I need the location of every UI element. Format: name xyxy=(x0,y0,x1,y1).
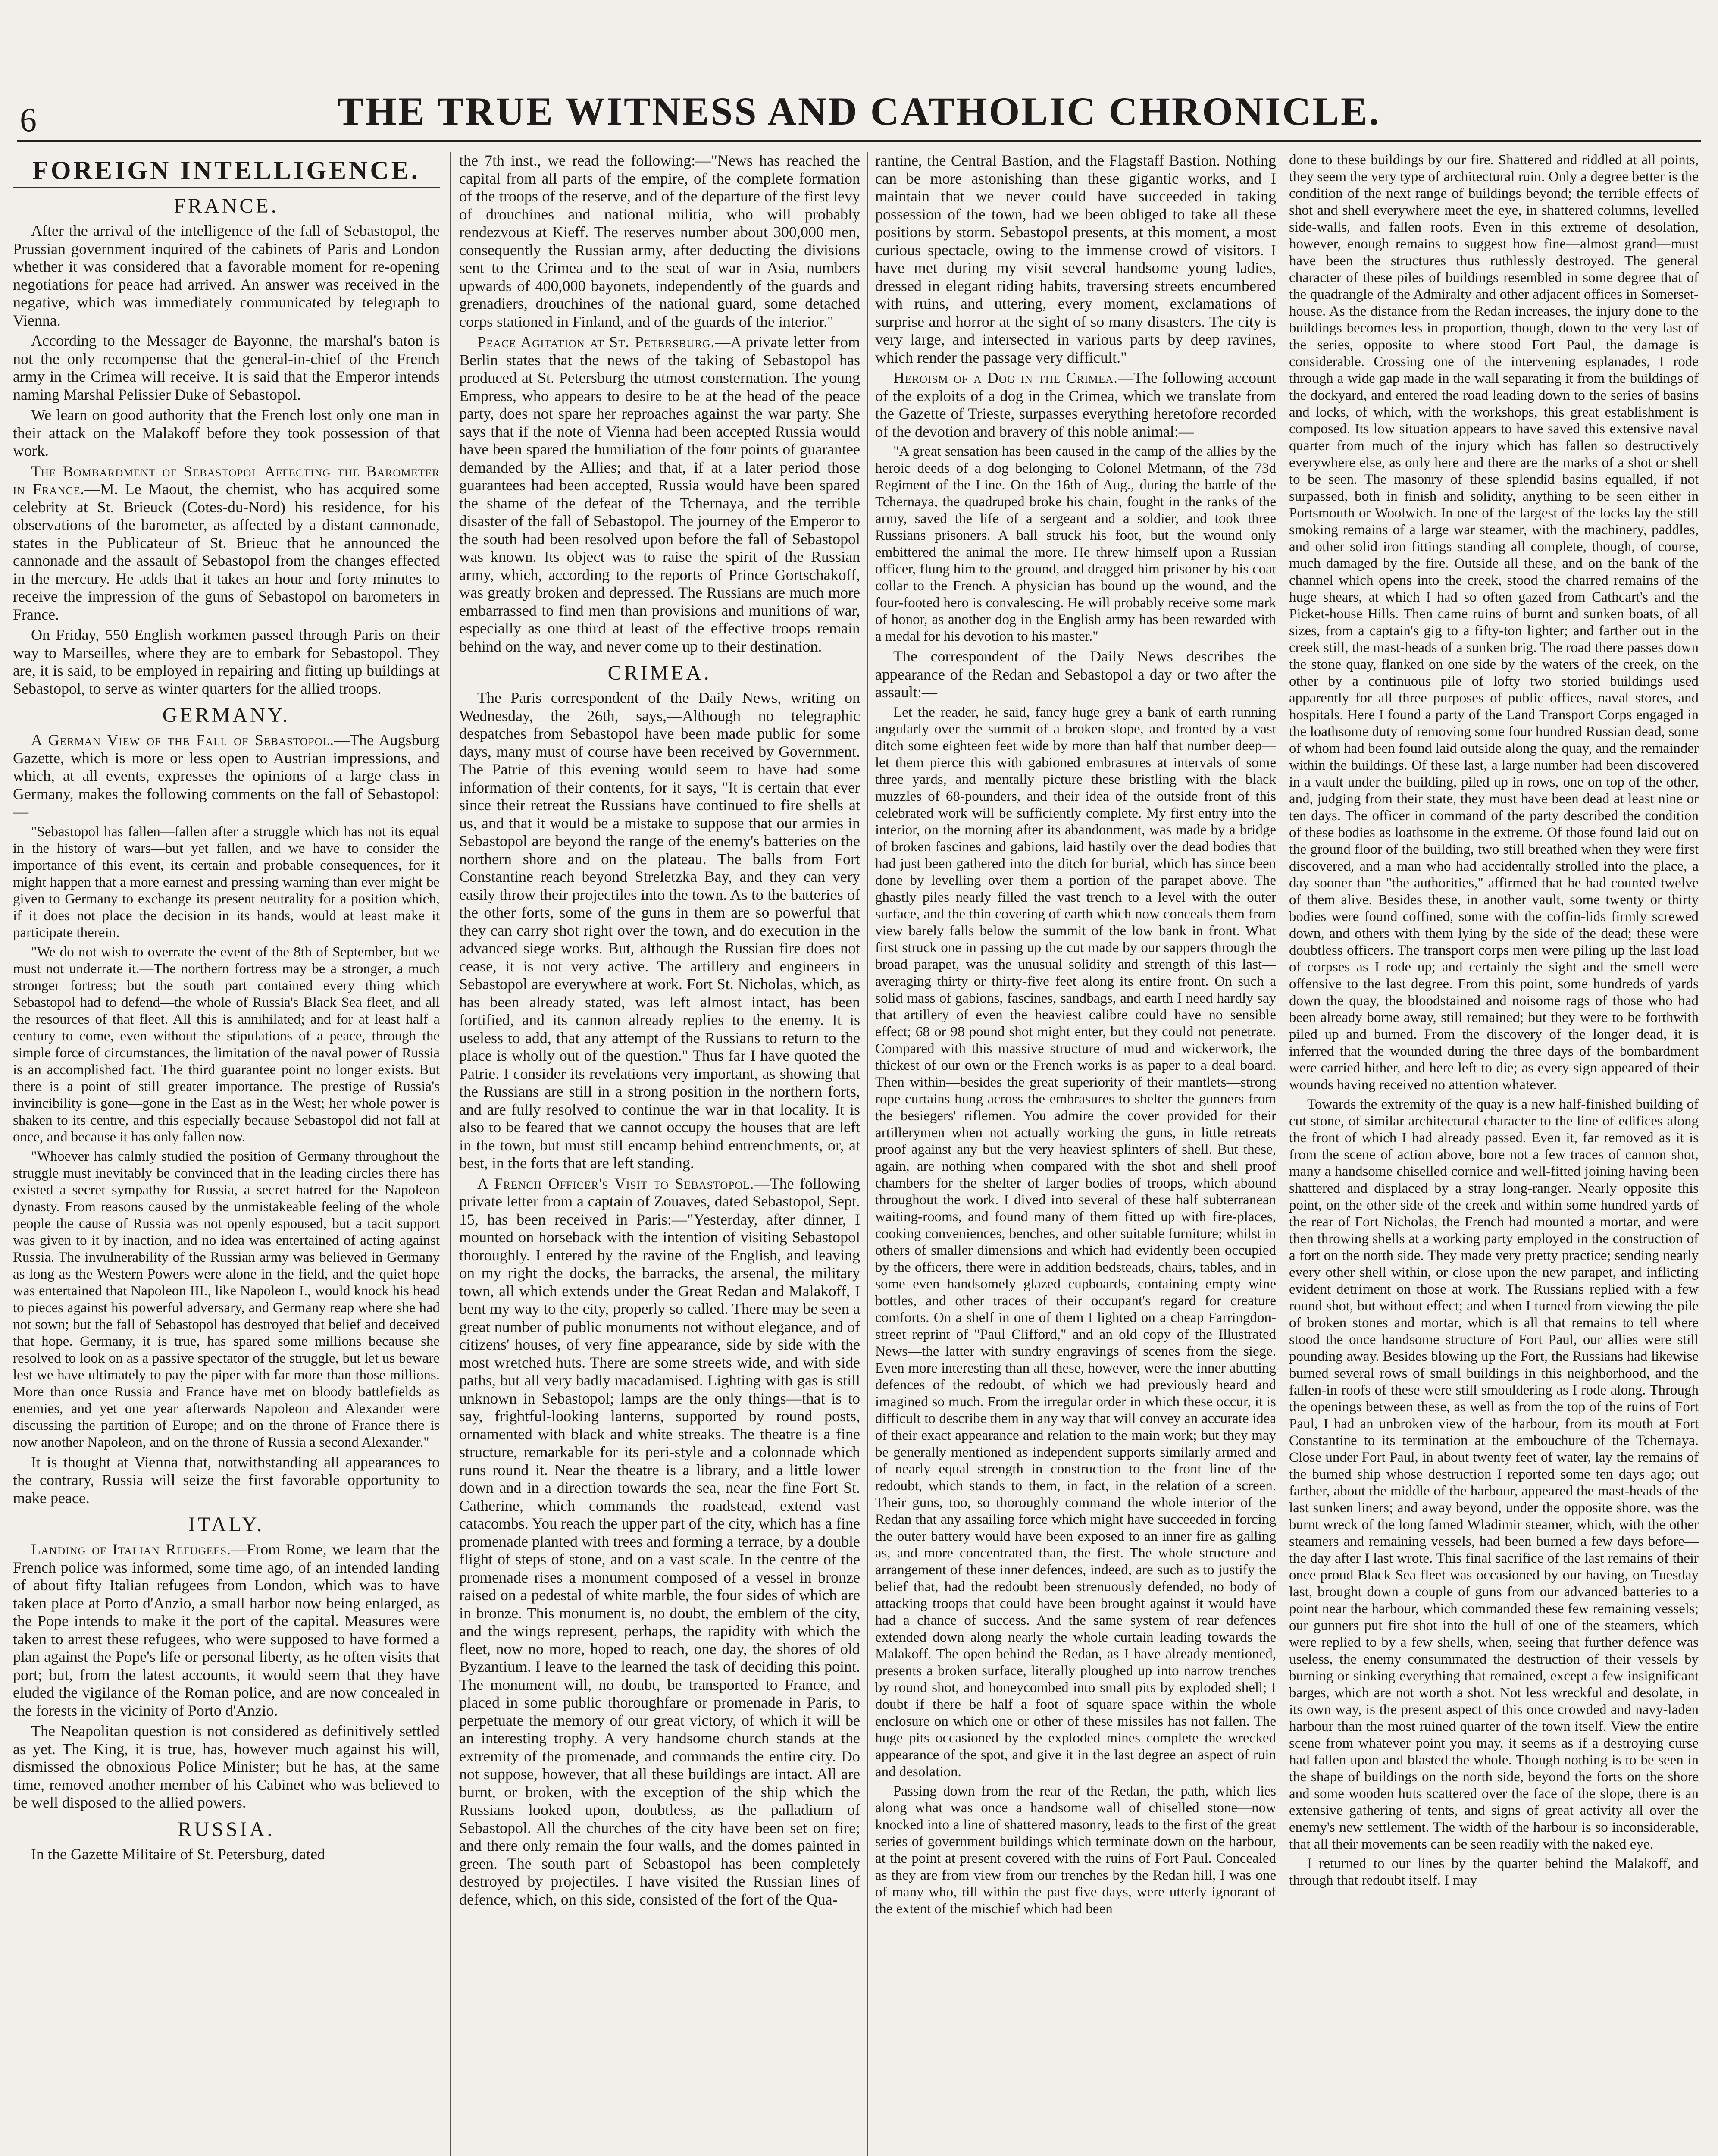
column-2 xyxy=(459,152,860,2156)
run-in-heading: Peace Agitation at St. Petersburg. xyxy=(477,333,715,351)
paragraph-body: —From Rome, we learn that the French police was informed, some time ago, of an intended landing of about fifty Italian refugees from London, which was to have taken place at Porto d'Anzio, a small harbor now being enlarged, as the Pope intends to make it the port of the capital. Measures were taken to arrest these refugees, who were supposed to have formed a plan against the Pope's life or personal liberty, as he often visits that port; but, from the latest accounts, it would seem that they have eluded the vigilance of the Roman police, and are now concealed in the forests in the vicinity of Porto d'Anzio. xyxy=(13,1541,440,1719)
quoted-paragraph: I returned to our lines by the quarter behind the Malakoff, and through that redoubt itself. I may xyxy=(1289,1856,1699,1888)
run-in-heading: Landing of Italian Refugees. xyxy=(31,1541,232,1558)
quoted-paragraph: "Sebastopol has fallen—fallen after a struggle which has not its equal in the history of wars—but yet fallen, and we have to consider the importance of this event, its certain and probable consequences, for it might happen that a more earnest and pressing warning than ever might be given to Germany to exchange its present neutrality for a position which, if it does not place the decision in its hands, would at least make it participate therein. xyxy=(13,824,440,940)
run-in-heading: Heroism of a Dog in the Crimea. xyxy=(893,369,1118,386)
article-paragraph: On Friday, 550 English workmen passed through Paris on their way to Marseilles, where they are to embark for Sebastopol. They are, it is said, to be employed in repairing and fitting up buildings at Sebastopol, to serve as winter quarters for the allied troops. xyxy=(13,626,440,697)
column-4 xyxy=(1289,152,1699,2156)
heading-italy: ITALY. xyxy=(188,1513,265,1536)
article-paragraph: In the Gazette Militaire of St. Petersburg, dated xyxy=(31,1845,325,1863)
run-in-heading: The Bombardment of Sebastopol Affecting the Barometer in France. xyxy=(13,462,440,498)
article-paragraph xyxy=(13,1541,440,1720)
column-divider xyxy=(450,152,451,2156)
article-paragraph xyxy=(459,333,860,655)
article-paragraph: the 7th inst., we read the following:—"News has reached the capital from all parts of the empire, of the complete formation of the troops of the reserve, and of the departure of the first levy of drouchines and national militia, who will probably rendezvous at Kieff. The reserves number about 300,000 men, consequently the Russian army, after deducting the divisions sent to the Crimea and to the seat of war in Asia, numbers upwards of 400,000 bayonets, independently of the guards and grenadiers, drouchines of the national guard, some detached corps stationed in Finland, and of the guards of the interior." xyxy=(459,152,860,330)
run-in-heading: A French Officer's Visit to Sebastopol. xyxy=(477,1175,754,1192)
column-3 xyxy=(875,152,1276,2156)
article-paragraph xyxy=(13,463,440,624)
masthead xyxy=(17,88,1701,138)
article-paragraph: rantine, the Central Bastion, and the Flagstaff Bastion. Nothing can be more astonishing than these gigantic works, and I maintain that we never could have succeeded in taking possession of the town, had we been obliged to take all these positions by storm. Sebastopol presents, at this moment, a most curious spectacle, owing to the immense crowd of visitors. I have met during my visit several handsome young ladies, dressed in elegant riding habits, traversing streets encumbered with ruins, and uttering, every moment, exclamations of surprise and horror at the sight of so many disasters. The city is very large, and intersected in various parts by deep ravines, which render the passage very difficult." xyxy=(875,152,1276,366)
heading-crimea: CRIMEA. xyxy=(607,661,712,684)
quoted-paragraph: "A great sensation has been caused in the camp of the allies by the heroic deeds of a dog belonging to Colonel Metmann, of the 73d Regiment of the Line. On the 16th of Aug., during the battle of the Tchernaya, the quadruped broke his chain, fought in the ranks of the army, saved the life of a sergeant and a soldier, and took three Russians prisoners. A ball struck his foot, but the wound only embittered the animal the more. He threw himself upon a Russian officer, flung him to the ground, and dragged him prisoner by his coat collar to the French. A physician has bound up the wound, and the four-footed hero is convalescing. He will probably receive some mark of honor, as another dog in the English army has been rewarded with a medal for his devotion to his master." xyxy=(875,444,1276,644)
quoted-paragraph: "Whoever has calmly studied the position of Germany throughout the struggle must inevitably be convinced that in the leading circles there has existed a secret sympathy for Russia, a secret hatred for the Napoleon dynasty. From reasons caused by the unmistakeable feeling of the whole people the cause of Russia was not openly espoused, but a tacit support was given to it by inaction, and no idea was entertained of acting against Russia. The invulnerability of the Russian army was believed in Germany as long as the Western Powers were alone in the field, and the quiet hope was entertained that Napoleon III., like Napoleon I., would knock his head to pieces against his powerful adversary, and Germany reap where she had not sown; but the fall of Sebastopol has destroyed that belief and deceived that hope. Germany, it is true, has spared some millions because she resolved to look on as a passive spectator of the struggle, but let us beware lest we have ultimately to pay the piper with far more than those millions. More than once Russia and France have met on bloody battlefields as enemies, and yet one year afterwards Napoleon and Alexander were discussing the partition of Europe; and on the throne of France there is now another Napoleon, and on the throne of Russia a second Alexander." xyxy=(13,1148,440,1450)
paragraph-body: —The Augsburg Gazette, which is more or less open to Austrian impressions, and which, at all events, expresses the opinions of a large class in Germany, makes the following comments on the fall of Sebastopol:— xyxy=(13,731,440,820)
paragraph-body: —M. Le Maout, the chemist, who has acquired some celebrity at St. Brieuck (Cotes-du-Nord) his residence, for his observations of the barometer, as affected by a distant cannonade, states in the Publicateur of St. Brieuc that he announced the cannonade and the assault of Sebastopol from the changes effected in the mercury. He adds that it takes an hour and forty minutes to receive the impression of the guns of Sebastopol on barometers in France. xyxy=(13,480,440,623)
article-paragraph: We learn on good authority that the French lost only one man in their attack on the Malakoff before they took possession of that work. xyxy=(13,406,440,459)
masthead-rule xyxy=(17,140,1701,142)
quoted-paragraph: Towards the extremity of the quay is a new half-finished building of cut stone, of similar architectural character to the line of edifices along the front of which I had already passed. Even it, far removed as it is from the scene of action above, bore not a few traces of cannon shot, many a handsome chiselled cornice and well-fitted joining having been shattered and displaced by a stray long-ranger. Nearly opposite this point, on the other side of the creek and within some hundred yards of the rear of Fort Nicholas, the French had mounted a mortar, and were then throwing shells at a working party employed in the construction of a fort on the north side. They made very pretty practice; sending nearly every other shell within, or close upon the new parapet, and inflicting evident detriment on those at work. The Russians replied with a few round shot, but without effect; and when I turned from viewing the pile of broken stones and mortar, which is all that remains to tell where stood the once handsome structure of Fort Paul, our allies were still pounding away. Besides blowing up the Fort, the Russians had likewise burned several rows of small buildings in this neighborhood, and the fallen-in roofs of these were still smouldering as I rode along. Through the openings between these, as well as from the top of the ruins of Fort Paul, I had an unbroken view of the harbour, from its mouth at Fort Constantine to its termination at the embouchure of the Tchernaya. Close under Fort Paul, in about twenty feet of water, lay the remains of the burned ship whose destruction I reported some ten days ago; out farther, about the middle of the harbour, appeared the mast-heads of the last sunken liners; and away beyond, under the opposite shore, was the burnt wreck of the long famed Wladimir steamer, which, with the other steamers and remaining vessels, had been burned a few days before—the day after I last wrote. This final sacrifice of the last remains of their once proud Black Sea fleet was occasioned by our having, on Tuesday last, brought down a couple of guns from our advanced batteries to a point near the harbour, which commanded these few remaining vessels; our gunners put fire shot into the hull of one of the steamers, which were replied to by a few shells, when, seeing that further defence was useless, the enemy consummated the destruction of their vessels by burning or sinking everything that remained, except a few insignificant barges, which are not worth a shot. Not less wreckful and desolate, in its own way, is the present aspect of this once crowded and navy-laden harbour than the most ruined quarter of the town itself. View the entire scene from whatever point you may, it seems as if a destroying curse had fallen upon and blasted the whole. Though nothing is to be seen in the shape of buildings on the north side, beyond the forts on the shore and some wooden huts scattered over the face of the slope, there is an extensive gathering of tents, and signs of great activity all over the enemy's new settlement. The width of the harbour is so inconsiderable, that all their movements can be seen readily with the naked eye. xyxy=(1289,1097,1699,1852)
quoted-paragraph: Let the reader, he said, fancy huge grey a bank of earth running angularly over the summit of a broken slope, and fronted by a vast ditch some eighteen feet wide by more than half that number deep—let them pierce this with gabioned embrasures at intervals of some three yards, and mentally picture these bristling with the black muzzles of 68-pounders, and their idea of the outside front of this celebrated work will be sufficiently complete. My first entry into the interior, on the morning after its abandonment, was made by a bridge of broken fascines and gabions, laid hastily over the dead bodies that had just been gathered into the ditch for burial, which has since been done by levelling over them a portion of the parapet above. The ghastly piles nearly filled the vast trench to a level with the outer surface, and the thin covering of earth which now conceals them from view barely falls below the summit of the low bank in front. What first struck one in passing up the cut made by our sappers through the broad parapet, was the unusual solidity and strength of this last—averaging thirty or thirty-five feet along its entire front. On such a solid mass of gabions, fascines, sandbags, and earth I need hardly say that artillery of even the heaviest calibre could have no sensible effect; 68 or 98 pound shot might enter, but they could not penetrate. Compared with this massive structure of mud and wickerwork, the thickest of our own or the French works is as paper to a deal board. Then within—besides the great superiority of their mantlets—strong rope curtains hung across the embrasures to shelter the gunners from the besiegers' riflemen. You admire the cover provided for their artillerymen when not actually working the guns, in little retreats proof against any but the very heaviest splinters of shell. But these, again, are nothing when compared with the shot and shell proof chambers for the shelter of larger bodies of troops, which abound throughout the work. I dived into several of these half subterranean waiting-rooms, and found many of them fitted up with fire-places, cooking conveniences, benches, and other suitable furniture; whilst in others of smaller dimensions and which had evidently been occupied by the officers, there were in addition bedsteads, chairs, tables, and in some even handsomely glazed cupboards, containing empty wine bottles, and other traces of their occupant's regard for creature comforts. On a shelf in one of them I lighted on a cheap Farringdon-street reprint of "Paul Clifford," and an old copy of the Illustrated News—the latter with sundry engravings of scenes from the siege. Even more interesting than all these, however, were the inner abutting defences of the redoubt, of which we had previously heard and imagined so much. From the irregular order in which these occur, it is difficult to describe them in any way that will convey an accurate idea of their exact appearance and relation to the main work; but they may be generally mentioned as independent supports similarly armed and of nearly equal strength in construction to the front line of the redoubt, which stands to them, in fact, in the relation of a screen. Their guns, too, so thoroughly command the whole interior of the Redan that any assailing force which might have succeeded in forcing the outer battery would have been exposed to an inner fire as galling as, and more concentrated than, the first. The whole structure and arrangement of these inner defences, indeed, are such as to justify the belief that, had the redoubt been strenuously defended, no body of attacking troops that could have been brought against it would have had a chance of success. And the same system of rear defences extended down along nearly the whole curtain leading towards the Malakoff. The open behind the Redan, as I have already mentioned, presents a broken surface, literally ploughed up into narrow trenches by round shot, and honeycombed into small pits by exploded shell; I doubt if there be half a foot of square space within the whole enclosure on which one or other of these missiles has not fallen. The huge pits occasioned by the exploded mines complete the wrecked appearance of the spot, and give it in the last degree an aspect of ruin and desolation. xyxy=(875,704,1276,1780)
article-paragraph xyxy=(459,1175,860,1909)
paragraph-body: —The following account of the exploits of a dog in the Crimea, which we translate from the Gazette of Trieste, surpasses everything heretofore recorded of the devotion and bravery of this noble animal:— xyxy=(875,369,1276,440)
column-1 xyxy=(13,152,440,2156)
article-paragraph: According to the Messager de Bayonne, the marshal's baton is not the only recompense that the general-in-chief of the French army in the Crimea will receive. It is said that the Emperor intends naming Marshal Pelissier Duke of Sebastopol. xyxy=(13,332,440,403)
article-paragraph: After the arrival of the intelligence of the fall of Sebastopol, the Prussian government inquired of the cabinets of Paris and London whether it was considered that a favorable moment for re-opening negotiations for peace had arrived. An answer was received in the negative, which was immediately communicated by telegraph to Vienna. xyxy=(13,222,440,329)
quoted-paragraph: "We do not wish to overrate the event of the 8th of September, but we must not underrate it.—The northern fortress may be a stronger, a much stronger fortress; but the south part contained every thing which Sebastopol had to defend—the whole of Russia's Black Sea fleet, and all the resources of that fleet. All this is annihilated; and for at least half a century to come, even without the stipulations of a peace, through the simple force of circumstances, the limitation of the naval power of Russia is an accomplished fact. The third guarantee point no longer exists. But there is a point of still greater importance. The prestige of Russia's invincibility is gone—gone in the East as in the West; her whole power is shaken to its centre, and this especially because Sebastopol did not fall at once, and because it has only fallen now. xyxy=(13,944,440,1145)
heading-germany: GERMANY. xyxy=(162,704,291,727)
heading-france: FRANCE. xyxy=(174,194,279,217)
run-in-heading: A German View of the Fall of Sebastopol. xyxy=(31,731,334,749)
article-paragraph: The Paris correspondent of the Daily News, writing on Wednesday, the 26th, says,—Although no telegraphic despatches from Sebastopol have been made public for some days, many must of course have been received by Government. The Patrie of this evening would seem to have had some information of their contents, for it says, "It is certain that ever since their retreat the Russians have continued to fire shells at us, and that it would be a mistake to suppose that our armies in Sebastopol are beyond the range of the enemy's batteries on the northern shore and on the plateau. The balls from Fort Constantine reach beyond Streletzka Bay, and they can very easily throw their projectiles into the town. As to the batteries of the other forts, some of the guns in them are so powerful that they can carry shot right over the town, and do execution in the advanced siege works. But, although the Russian fire does not cease, it is not very active. The artillery and engineers in Sebastopol are everywhere at work. Fort St. Nicholas, which, as has been already stated, was left almost intact, has been fortified, and its cannon already replies to the enemy. It is useless to add, that any attempt of the Russians to return to the place is wholly out of the question." Thus far I have quoted the Patrie. I consider its revelations very important, as showing that the Russians are still in a strong position in the northern forts, and are fully resolved to continue the war in that locality. It is also to be feared that we cannot occupy the houses that are left in the town, but must still encamp behind entrenchments, or, at best, in the forts that are left standing. xyxy=(459,689,860,1172)
article-paragraph xyxy=(875,369,1276,441)
article-paragraph xyxy=(13,731,440,821)
page-number: 6 xyxy=(20,101,37,138)
paragraph-body: —A private letter from Berlin states that the news of the taking of Sebastopol has produced at St. Petersburg the utmost consternation. The young Empress, who appears to desire to be at the head of the peace party, does not spare her reproaches against the war party. She says that if the note of Vienna had been accepted Russia would have been spared the humiliation of the four points of guarantee demanded by the Allies; and that, if at a later period those guarantees had been accepted, Russia would have been spared the shame of the defeat of the Tchernaya, and the terrible disaster of the fall of Sebastopol. The journey of the Emperor to the south had been resolved upon before the fall of Sebastopol was known. Its object was to raise the spirit of the Russian army, which, according to the reports of Prince Gortschakoff, was greatly broken and depressed. The Russians are much more embarrassed to find men than provisions and munitions of war, especially as one third at least of the effective troops remain behind on the way, and never come up to their destination. xyxy=(459,333,860,655)
quoted-paragraph: Passing down from the rear of the Redan, the path, which lies along what was once a handsome wall of chiselled stone—now knocked into a line of shattered masonry, leads to the first of the great series of government buildings which terminate down on the harbour, at the point at present covered with the ruins of Fort Paul. Concealed as they are from view from our trenches by the Redan hill, I was one of many who, till within the past five days, were utterly ignorant of the extent of the mischief which had been xyxy=(875,1783,1276,1917)
quoted-paragraph: done to these buildings by our fire. Shattered and riddled at all points, they seem the very type of architectural ruin. Only a degree better is the condition of the next range of buildings beyond; the terrible effects of shot and shell everywhere meet the eye, in shattered columns, levelled side-walls, and fallen roofs. Even in this extreme of desolation, however, enough remains to suggest how fine—almost grand—must have been the structures thus ruthlessly destroyed. The general character of these piles of buildings resembled in some degree that of the quadrangle of the Admiralty and other adjacent offices in Somerset-house. As the distance from the Redan increases, the injury done to the buildings becomes less in proportion, though, down to the very last of the series, opposite to where stood Fort Paul, the damage is considerable. Crossing one of the intervening esplanades, I rode through a wide gap made in the wall separating it from the buildings of the dockyard, and entered the road leading down to the series of basins and locks, of which, with the workshops, this great establishment is composed. Its low situation appears to have saved this extensive naval quarter from much of the injury which has fallen so destructively everywhere else, as only here and there are the marks of a shot or shell to be seen. The masonry of these splendid basins equalled, if not surpassed, both in finish and solidity, anything to be seen either in Portsmouth or Woolwich. In one of the largest of the locks lay the still smoking remains of a large war steamer, with the machinery, paddles, and other solid iron fittings standing all complete, though, of course, much damaged by the fire. Outside all these, and on the bank of the channel which opens into the creek, stood the charred remains of the huge shears, at which I had so often gazed from Cathcart's and the Picket-house Hills. Then came ruins of burnt and sunken boats, of all sizes, from a captain's gig to a fifty-ton lighter; and farther out in the creek still, the mast-heads of a sunken brig. The road there passes down the stone quay, flanked on one side by the waters of the creek, on the other by a continuous pile of lofty two storied buildings used apparently for all three purposes of public offices, naval stores, and hospitals. Here I found a party of the Land Transport Corps engaged in the loathsome duty of removing some four hundred Russian dead, some of whom had been found laid outside along the quay, and the remainder within the buildings. Of these last, a large number had been discovered in a vault under the building, piled up in rows, one on top of the other, and, judging from their state, they must have been dead at least nine or ten days. The officer in command of the party described the condition of these bodies as loathsome in the extreme. Of those found laid out on the ground floor of the building, two still breathed when they were first discovered, and a man who had accidentally strolled into the place, a day sooner than "the authorities," affirmed that he had counted twelve of them alive. Besides these, in another vault, some twenty or thirty bodies were found coffined, some with the coffin-lids firmly screwed down, and others with them lying by the side of the dead; these were doubtless officers. The transport corps men were piling up the last load of corpses as I rode up; and certainly the sight and the smell were offensive to the last degree. From this point, some hundreds of yards down the quay, the bloodstained and noisome rags of those who had been already borne away, still remained; but they were to be forthwith piled up and burned. From the discovery of the longer dead, it is inferred that the wounded during the three days of the bombardment were carried hither, and here left to die; as every sign appeared of their wounds having received no attention whatever. xyxy=(1289,152,1699,1093)
paragraph-body: —The following private letter from a captain of Zouaves, dated Sebastopol, Sept. 15, has been received in Paris:—"Yesterday, after dinner, I mounted on horseback with the intention of visiting Sebastopol thoroughly. I entered by the ravine of the English, and leaving on my right the docks, the barracks, the arsenal, the military town, all which extends under the Great Redan and Malakoff, I bent my way to the city, properly so called. There may be seen a great number of public monuments not without elegance, and of citizens' houses, of very fine appearance, side by side with the most wretched huts. There are some streets wide, and with side paths, but all very badly macadamised. Lighting with gas is still unknown in Sebastopol; lamps are the only things—that is to say, frightful-looking lanterns, supported by round posts, ornamented with black and white streaks. The theatre is a fine structure, remarkable for its peri-style and a colonnade which runs round it. Near the theatre is a library, and a little lower down and in a direction towards the sea, near the fine Fort St. Catherine, which commands the roadstead, extend vast catacombs. You reach the upper part of the city, which has a fine promenade planted with trees and forming a terrace, by a double flight of steps of stone, and on a vast scale. In the centre of the promenade rises a monument composed of a vessel in bronze raised on a pedestal of white marble, the four sides of which are in bronze. This monument is, no doubt, the emblem of the city, and the wings represent, perhaps, the rapidity with which the fleet, now no more, hoped to reach, one day, the shores of old Byzantium. I leave to the learned the task of deciding this point. The monument will, no doubt, be transported to France, and placed in some public thoroughfare or promenade in Paris, to perpetuate the memory of our great victory, of which it will be an interesting trophy. A very handsome church stands at the extremity of the promenade, and commands the entire city. Do not suppose, however, that all these buildings are intact. All are burnt, or broken, with the exception of the ship which the Russians looked upon, doubtless, as the palladium of Sebastopol. All the churches of the city have been set on fire; and there only remain the four walls, and the domes painted in green. The south part of Sebastopol has been completely destroyed by projectiles. I have visited the Russian lines of defence, which, on this side, consisted of the fort of the Qua- xyxy=(459,1175,860,1908)
article-paragraph: The Neapolitan question is not considered as definitively settled as yet. The King, it is true, has, however much against his will, dismissed the obnoxious Police Minister; but he has, at the same time, removed another member of his Cabinet who was believed to be well disposed to the allied powers. xyxy=(13,1722,440,1811)
section-heading-foreign-intelligence: FOREIGN INTELLIGENCE. xyxy=(13,155,440,188)
article-paragraph: The correspondent of the Daily News describes the appearance of the Redan and Sebastopol a day or two after the assault:— xyxy=(875,648,1276,701)
column-divider xyxy=(867,152,868,2156)
article-paragraph: It is thought at Vienna that, notwithstanding all appearances to the contrary, Russia will seize the first favorable opportunity to make peace. xyxy=(13,1453,440,1507)
newspaper-title: THE TRUE WITNESS AND CATHOLIC CHRONICLE. xyxy=(337,89,1381,133)
heading-russia: RUSSIA. xyxy=(178,1818,275,1841)
